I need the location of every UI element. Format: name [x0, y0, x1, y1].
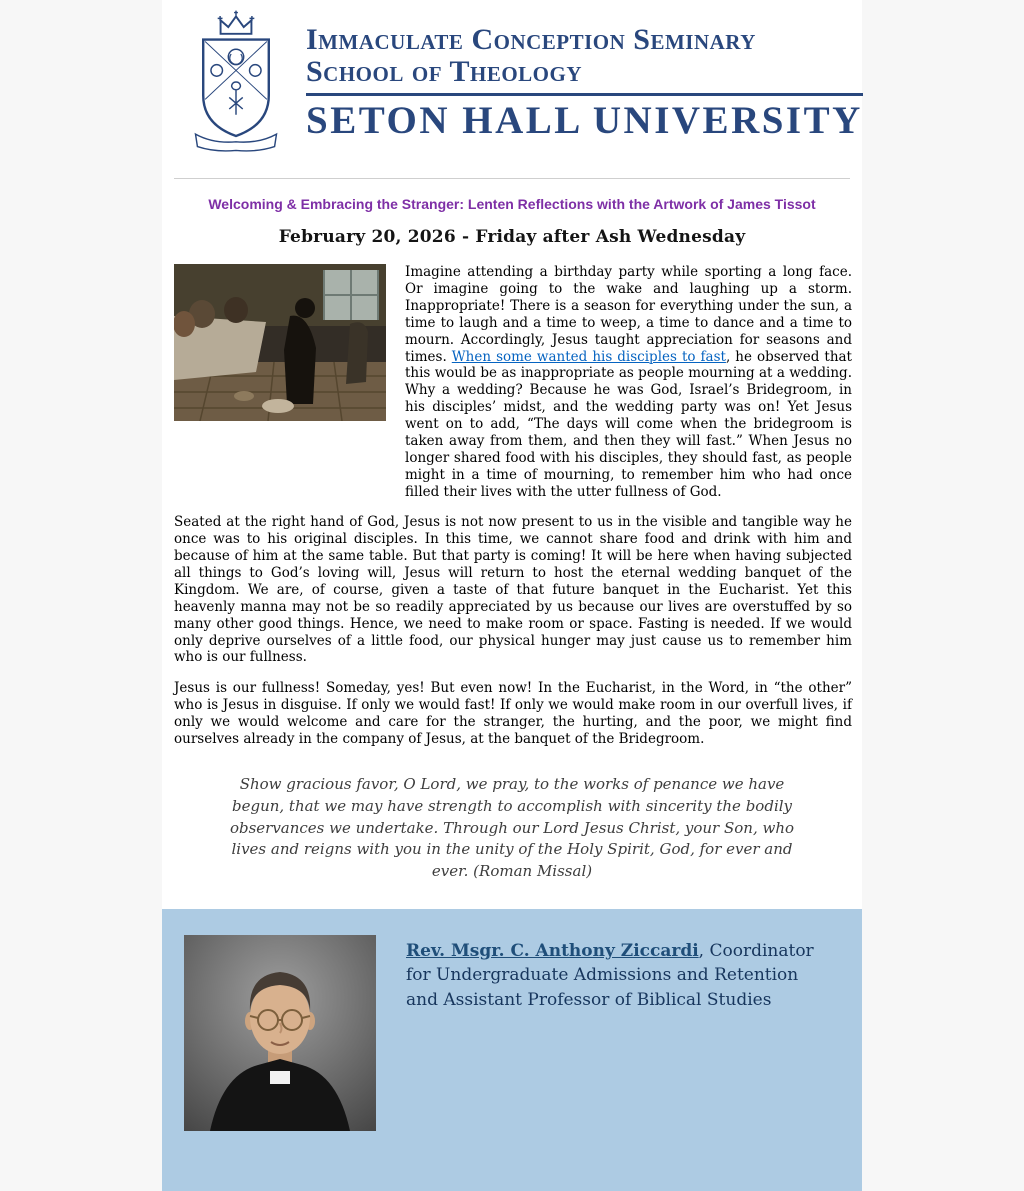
lead-row [162, 247, 862, 500]
author-name-link[interactable]: Rev. Msgr. C. Anthony Ziccardi [406, 941, 699, 962]
prayer-text: Show gracious favor, O Lord, we pray, to the works of penance we have begun, that we may have strength to accomplish with sincerity the bodily observances we undertake. Through our Lord Jesus Christ, your Son, who lives and reigns with you in the unity of the Holy Spirit, God, for ever and ever. (Roman Missal) [229, 774, 795, 881]
paragraph-3: Jesus is our fullness! Someday, yes! But even now! In the Eucharist, in the Word, in “the other” who is Jesus in disguise. If only we would fast! If only we would make room in our overfull lives, if only we would welcome and care for the stranger, the hurting, and the poor, we might find ourselves already in the company of Jesus, at the banquet of the Bridegroom. [174, 680, 852, 747]
paragraph-1 [405, 264, 852, 500]
logo-divider [306, 93, 863, 96]
school-name [306, 24, 863, 88]
university-name: SETON HALL UNIVERSITY [306, 99, 863, 143]
author-caption [406, 935, 832, 1011]
fasting-scripture-link[interactable]: When some wanted his disciples to fast [451, 348, 726, 365]
logo-text [306, 24, 863, 141]
masthead [162, 0, 862, 166]
author-description: , Coordinator for Undergraduate Admissions and Retention and Assistant Professor of Biblical Studies [406, 941, 814, 1010]
paragraph-1-text-after: , he observed that this would be as inappropriate as people mourning at a wedding. Why a wedding? Because he was God, Israel’s Bridegroom, in his disciples’ midst, and the wedding party was on! Yet Jesus went on to add, “The days will come when the bridegroom is taken away from them, and then they will fast.” When Jesus no longer shared food with his disciples, they should fast, as people might in a time of mourning, to remember him who had once filled their lives with the utter fullness of God. [405, 348, 852, 500]
newsletter-email [162, 0, 862, 1191]
seton-hall-crest-icon [182, 8, 290, 156]
tissot-painting-image [174, 264, 386, 421]
author-photo [184, 935, 376, 1131]
newsletter-series-title: Welcoming & Embracing the Stranger: Lenten Reflections with the Artwork of James Tissot [208, 196, 816, 212]
paragraph-1-text-before: Imagine attending a birthday party while sporting a long face. Or imagine going to the wake and laughing up a storm. Inappropriate! There is a season for everything under the sun, a time to laugh and a time to weep, a time to dance and a time to mourn. Accordingly, Jesus taught appreciation for seasons and times. [405, 264, 852, 365]
paragraph-2: Seated at the right hand of God, Jesus is not now present to us in the visible and tangible way he once was to his original disciples. In this time, we cannot share food and drink with him and because of him at the same table. But that party is coming! It will be here when having subjected all things to God’s loving will, Jesus will return to host the eternal wedding banquet of the Kingdom. We are, of course, given a taste of that future banquet in the Eucharist. Yet this heavenly manna may not be so readily appreciated by us because our lives are overstuffed by so many other good things. Hence, we need to make room or space. Fasting is needed. If we would only deprive ourselves of a little food, our physical hunger may just cause us to remember him who is our fullness. [174, 514, 852, 666]
header-divider [174, 178, 850, 179]
school-name-line2: School of Theology [306, 54, 583, 88]
date-heading: February 20, 2026 - Friday after Ash Wednesday [278, 227, 746, 248]
school-name-line1: Immaculate Conception Seminary [306, 22, 756, 56]
tissot-painting-icon [174, 264, 386, 421]
author-section [162, 909, 862, 1191]
priest-portrait-icon [184, 935, 376, 1131]
